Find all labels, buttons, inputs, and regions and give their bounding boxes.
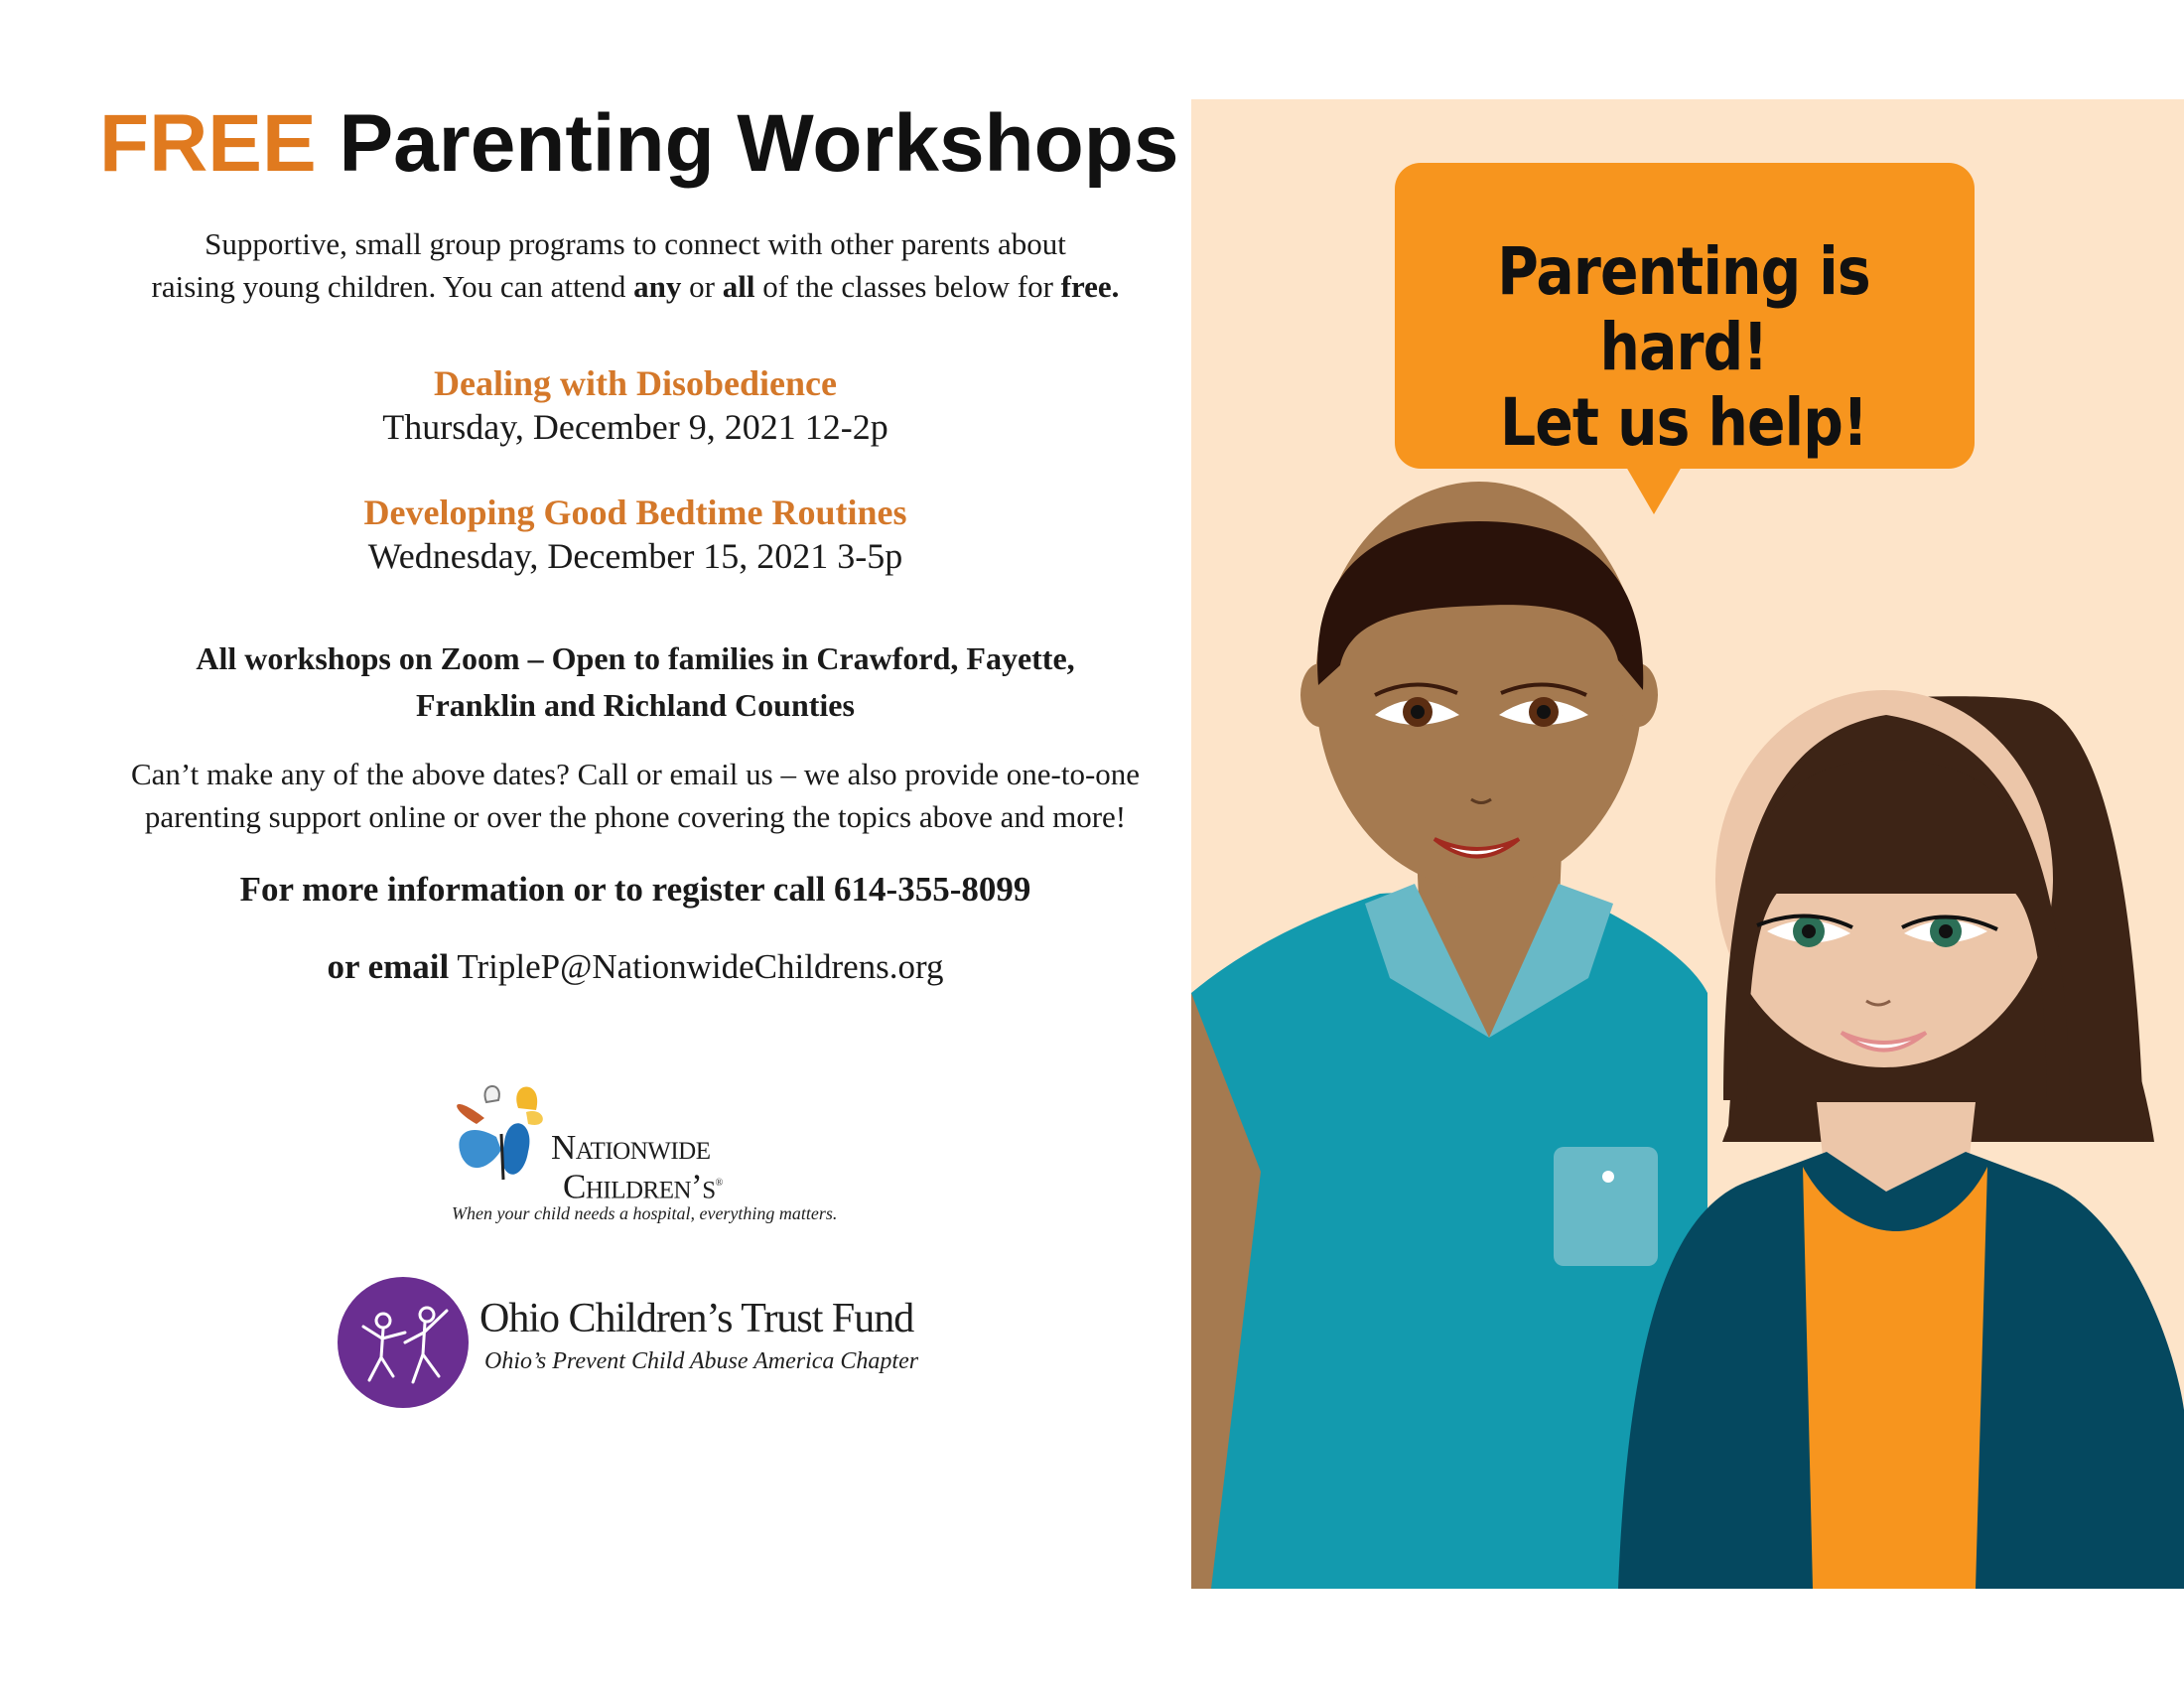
- intro-free: free.: [1060, 269, 1120, 304]
- intro-all: all: [722, 269, 755, 304]
- ohio-childrens-trust-fund-logo: [336, 1273, 931, 1412]
- nationwide-line-2: [551, 1166, 723, 1205]
- intro-line-1: Supportive, small group programs to connect with other parents about: [205, 226, 1066, 261]
- nationwide-line-1: Nationwide: [551, 1128, 711, 1167]
- intro-text: [99, 222, 1171, 308]
- email-address: TripleP@NationwideChildrens.org: [457, 947, 944, 986]
- email-line: [99, 945, 1171, 989]
- session-date: Thursday, December 9, 2021 12-2p: [382, 407, 888, 447]
- registered-mark: ®: [715, 1178, 723, 1189]
- dancing-children-icon: [336, 1273, 475, 1412]
- session-title: Developing Good Bedtime Routines: [363, 492, 907, 532]
- alt-note-line-1: Can’t make any of the above dates? Call or email us – we also provide one-to-one: [130, 757, 1141, 791]
- nationwide-line-2-text: Children’s: [563, 1167, 716, 1206]
- intro-text-part: of the classes below for: [754, 269, 1061, 304]
- session-date: Wednesday, December 15, 2021 3-5p: [367, 536, 903, 576]
- nationwide-name: [551, 1130, 723, 1205]
- nationwide-tagline: When your child needs a hospital, everything matters.: [452, 1203, 838, 1223]
- zoom-note-line-2: Franklin and Richland Counties: [416, 687, 855, 723]
- man-figure: [1191, 482, 1707, 1589]
- zoom-note-line-1: All workshops on Zoom – Open to families in Crawford, Fayette,: [196, 640, 1075, 676]
- bubble-line-2: Let us help!: [1499, 384, 1868, 461]
- ohio-trust-tagline: Ohio’s Prevent Child Abuse America Chapter: [484, 1348, 919, 1374]
- session-title: Dealing with Disobedience: [433, 363, 837, 403]
- alt-note-line-2: parenting support online or over the phone covering the topics above and more!: [144, 799, 1127, 834]
- intro-text-part: raising young children. You can attend: [151, 269, 634, 304]
- nationwide-childrens-logo: [447, 1072, 844, 1231]
- intro-line-2: [99, 265, 1171, 308]
- register-phone: For more information or to register call 614-355-8099: [239, 870, 1031, 909]
- bubble-line-1: Parenting is hard!: [1497, 233, 1870, 385]
- page-title: [99, 89, 1179, 199]
- zoom-note: [99, 635, 1171, 729]
- intro-text-part: or: [681, 269, 723, 304]
- intro-any: any: [633, 269, 682, 304]
- session-1: [99, 361, 1171, 449]
- title-free: FREE: [99, 98, 317, 189]
- alternative-support-note: [99, 753, 1171, 838]
- title-rest: Parenting Workshops: [316, 98, 1179, 189]
- email-label: or email: [327, 947, 450, 986]
- ohio-trust-name: Ohio Children’s Trust Fund: [479, 1296, 914, 1341]
- flyer-text: [99, 89, 1179, 989]
- speech-bubble-text: [1434, 234, 1933, 461]
- session-2: [99, 491, 1171, 578]
